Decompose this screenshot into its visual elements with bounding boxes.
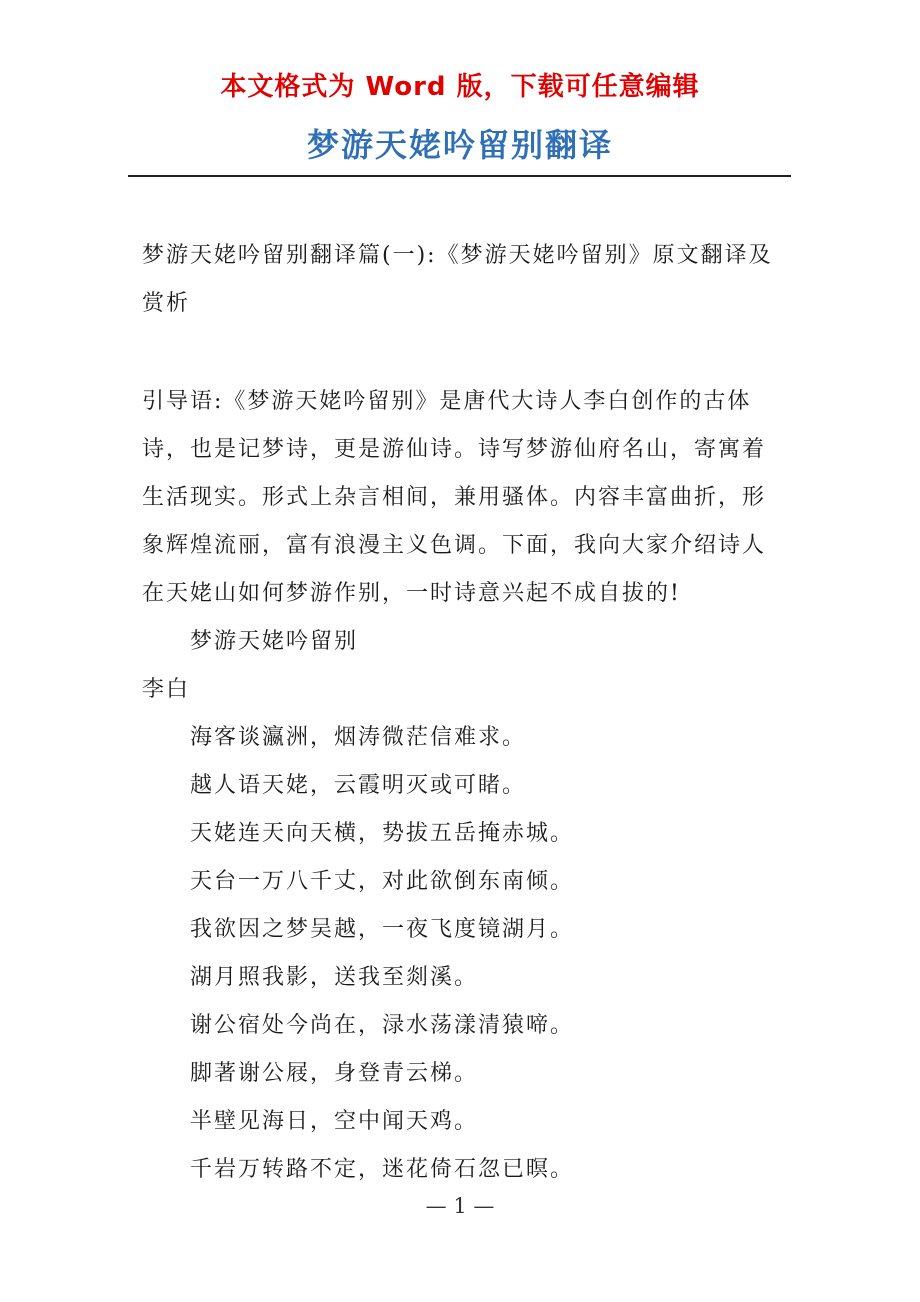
poem-line: 脚著谢公屐，身登青云梯。 <box>190 1061 479 1086</box>
poem-author: 李白 <box>142 677 191 702</box>
poem-lines <box>142 714 784 1194</box>
page-number: — 1 — <box>425 1194 495 1218</box>
document-body <box>142 232 784 1194</box>
document-title: 梦游天姥吟留别翻译 <box>306 126 613 164</box>
poem-line: 越人语天姥，云霞明灭或可睹。 <box>190 773 527 798</box>
poem-line: 半壁见海日，空中闻天鸡。 <box>190 1109 479 1134</box>
poem-line: 天姥连天向天横，势拔五岳掩赤城。 <box>190 821 575 846</box>
title-divider <box>128 175 791 177</box>
poem-title: 梦游天姥吟留别 <box>190 629 359 654</box>
intro-paragraph: 引导语:《梦游天姥吟留别》是唐代大诗人李白创作的古体诗，也是记梦诗，更是游仙诗。诗写梦游仙府名山，寄寓着生活现实。形式上杂言相间，兼用骚体。内容丰富曲折，形象辉煌流丽，富有浪漫主义色调。下面，我向大家介绍诗人在天姥山如何梦游作别，一时诗意兴起不成自拔的! <box>142 389 767 606</box>
poem-line: 谢公宿处今尚在，渌水荡漾清猿啼。 <box>190 1013 575 1038</box>
poem-line: 海客谈瀛洲，烟涛微茫信难求。 <box>190 725 527 750</box>
poem-line: 我欲因之梦吴越，一夜飞度镜湖月。 <box>190 917 575 942</box>
format-notice: 本文格式为 Word 版，下载可任意编辑 <box>220 72 700 102</box>
poem-line: 湖月照我影，送我至剡溪。 <box>190 965 479 990</box>
poem-line: 千岩万转路不定，迷花倚石忽已暝。 <box>190 1157 575 1182</box>
poem-line: 天台一万八千丈，对此欲倒东南倾。 <box>190 869 575 894</box>
intro-heading: 梦游天姥吟留别翻译篇(一):《梦游天姥吟留别》原文翻译及赏析 <box>142 243 773 316</box>
spacer <box>142 328 784 378</box>
